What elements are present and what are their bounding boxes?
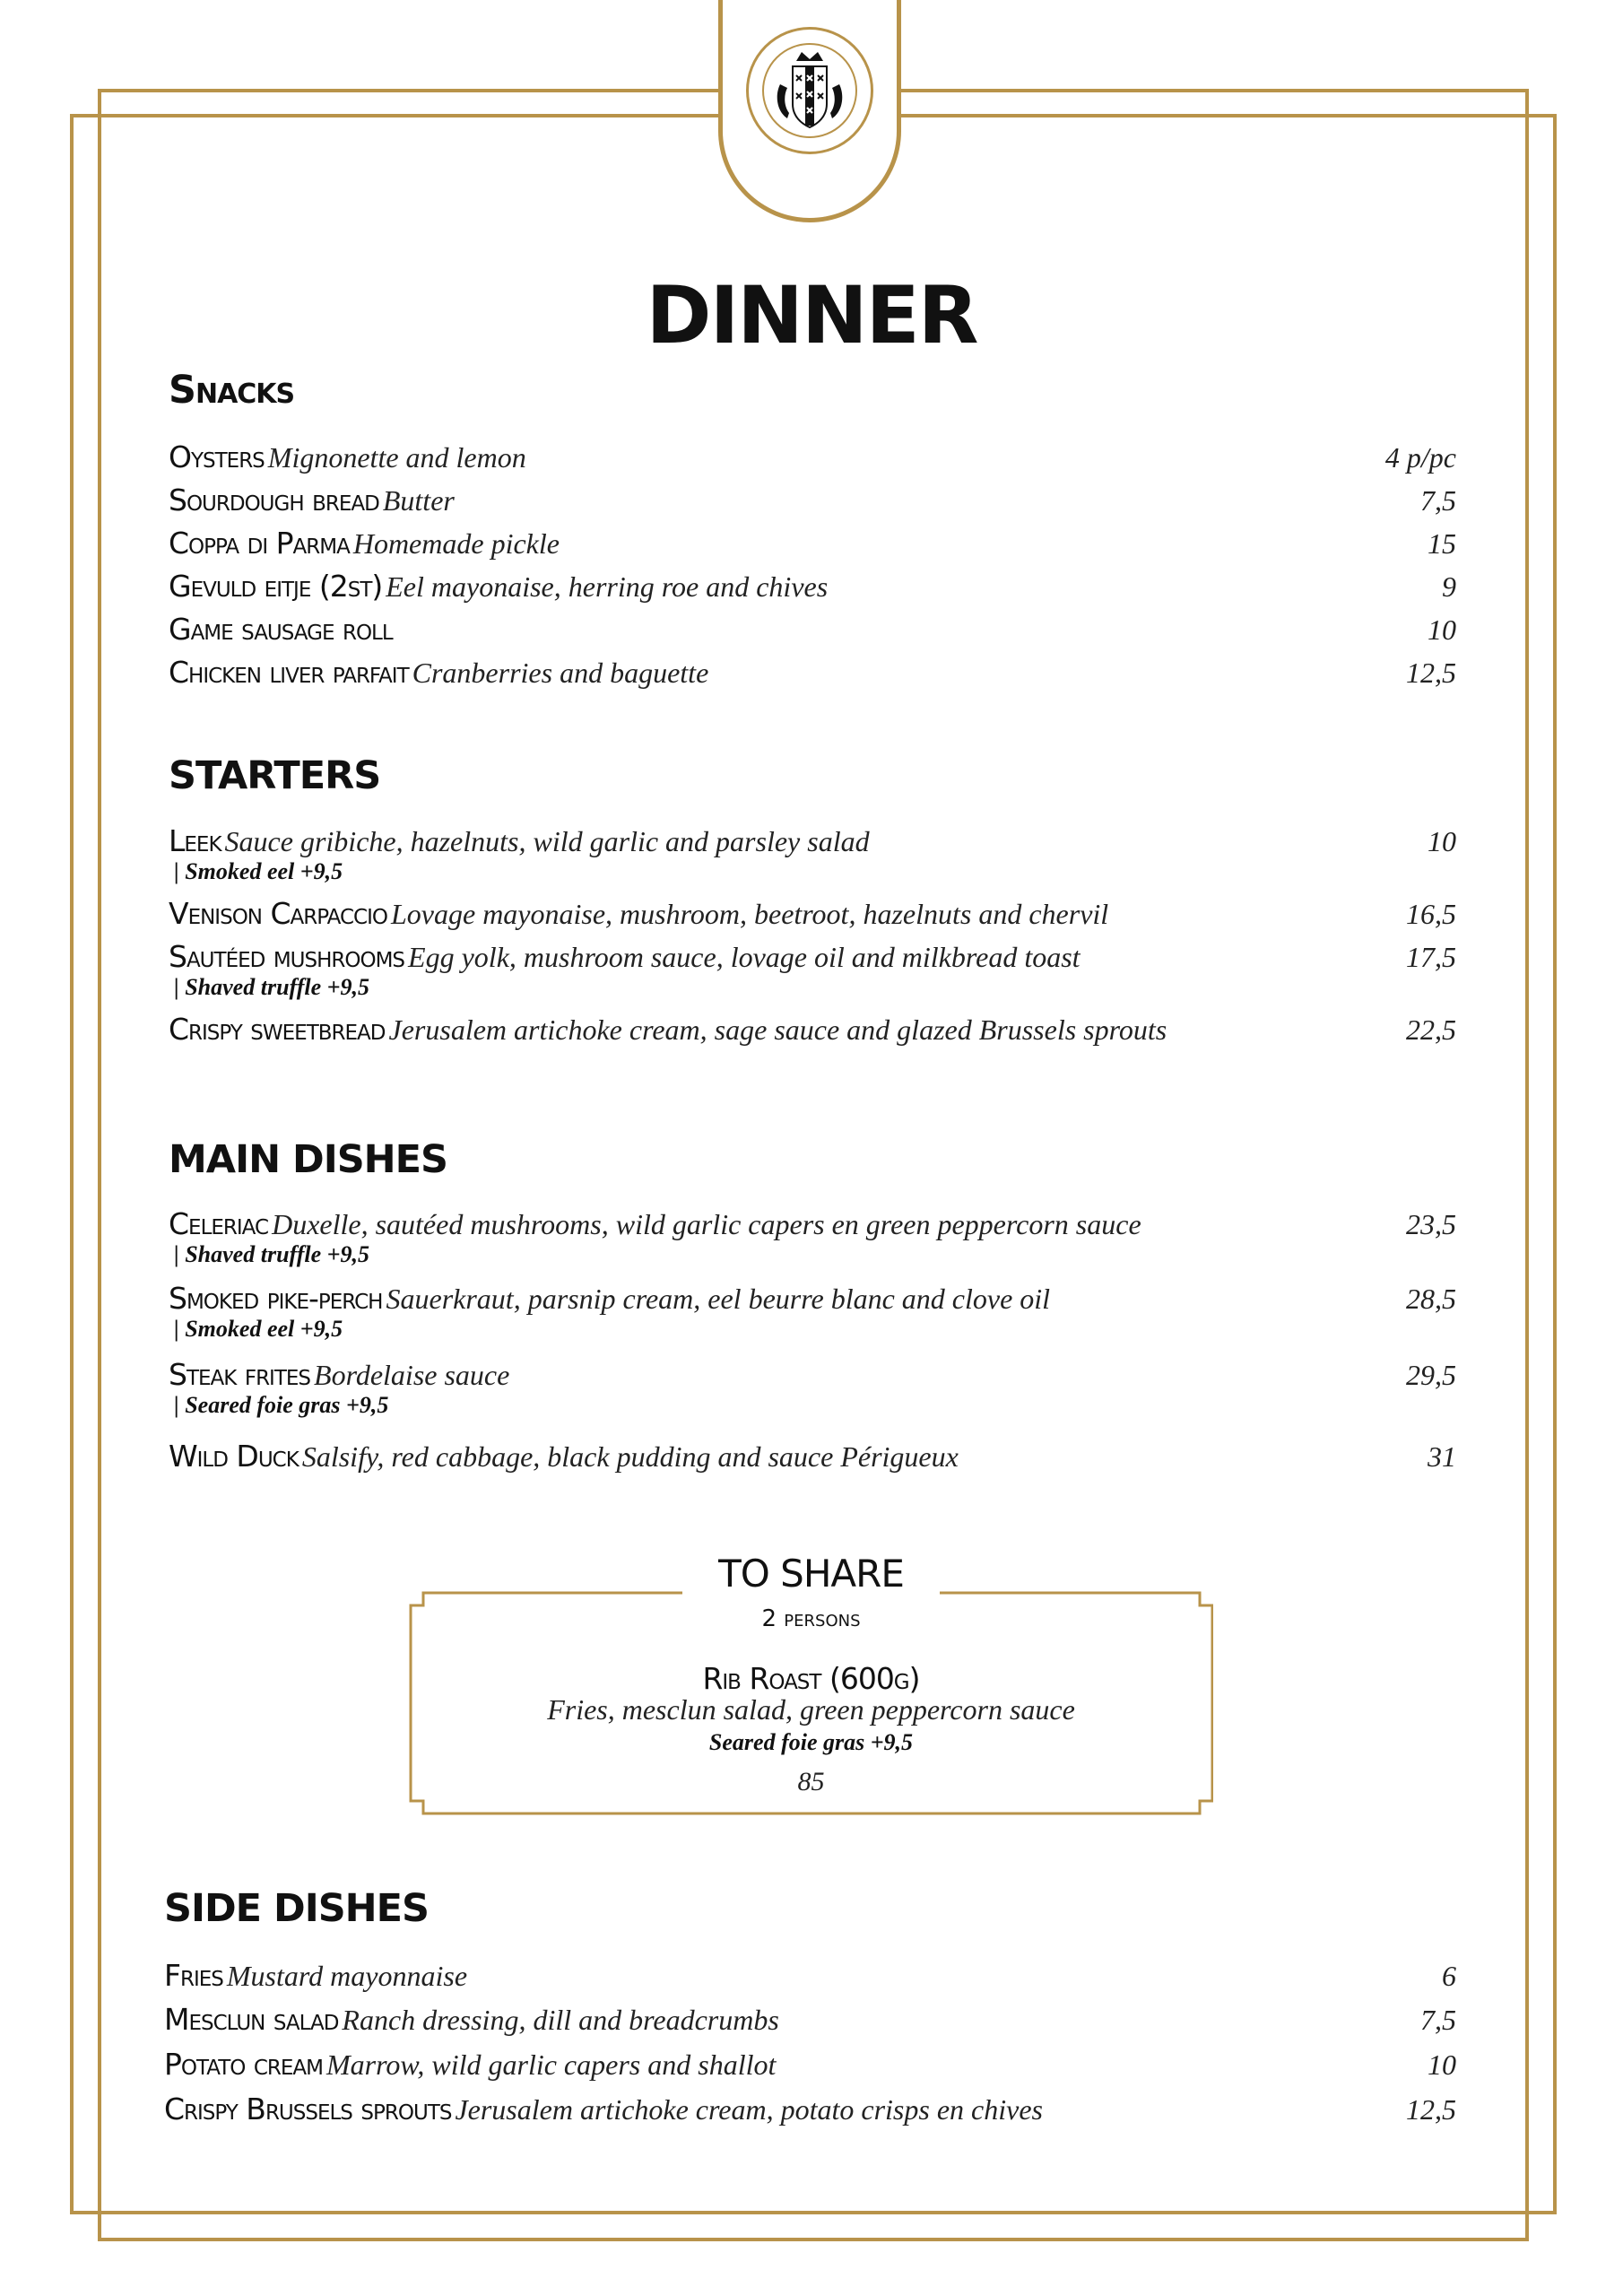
share-supplement: Seared foie gras +9,5 [708, 1729, 914, 1755]
to-share-box [409, 1552, 1213, 1828]
page-title: DINNER [646, 269, 977, 361]
item-description: Sauce gribiche, hazelnuts, wild garlic and parsley salad [224, 825, 870, 857]
snacks-section [169, 368, 1456, 413]
item-description: Duxelle, sautéed mushrooms, wild garlic capers en green peppercorn sauce [272, 1208, 1141, 1240]
item-name: Potato cream [164, 2047, 324, 2082]
emblem-tab [718, 0, 901, 222]
item-description: Homemade pickle [352, 527, 560, 560]
snacks-list [169, 439, 1456, 698]
item-name: Oysters [169, 439, 265, 474]
item-price: 17,5 [1406, 941, 1456, 973]
item-description: Salsify, red cabbage, black pudding and sauce Périgueux [301, 1440, 959, 1473]
starters-heading: STARTERS [169, 753, 381, 798]
menu-item [164, 2002, 1456, 2047]
snacks-heading: Snacks [169, 368, 295, 413]
item-name: Crispy Brussels sprouts [164, 2092, 452, 2126]
share-heading: TO SHARE [682, 1552, 940, 1596]
item-price: 16,5 [1406, 898, 1456, 930]
item-price: 4 p/pc [1384, 441, 1456, 474]
item-description: Mignonette and lemon [267, 441, 526, 474]
item-price: 9 [1442, 570, 1456, 603]
item-name: Mesclun salad [164, 2002, 339, 2037]
item-supplement: | Shaved truffle +9,5 [174, 974, 369, 1000]
menu-item [164, 2047, 1456, 2092]
item-supplement: | Smoked eel +9,5 [174, 1316, 343, 1342]
item-name: Crispy sweetbread [169, 1012, 386, 1047]
item-description: Eel mayonaise, herring roe and chives [386, 570, 829, 603]
menu-item [169, 1012, 1456, 1047]
item-name: Sourdough bread [169, 483, 379, 517]
item-price: 12,5 [1406, 657, 1456, 689]
item-price: 29,5 [1406, 1359, 1456, 1391]
item-description: Butter [382, 484, 455, 517]
starters-list [169, 823, 1456, 1047]
item-name: Gevuld eitje (2st) [169, 569, 383, 604]
item-description: Egg yolk, mushroom sauce, lovage oil and milkbread toast [408, 941, 1081, 973]
mains-list [169, 1206, 1456, 1474]
item-price: 15 [1428, 527, 1456, 560]
item-name: Venison Carpaccio [169, 896, 387, 931]
menu-item [169, 569, 1456, 612]
item-name: Coppa di Parma [169, 526, 350, 561]
item-name: Chicken liver parfait [169, 655, 409, 690]
emblem-ring [746, 27, 873, 154]
item-name: Sautéed mushrooms [169, 939, 405, 974]
item-description: Jerusalem artichoke cream, potato crisps en chives [455, 2093, 1043, 2126]
item-price: 10 [1428, 613, 1456, 646]
item-name: Steak frites [169, 1357, 311, 1392]
menu-item [169, 655, 1456, 698]
item-price: 7,5 [1420, 2004, 1456, 2036]
menu-item [164, 2092, 1456, 2136]
item-price: 7,5 [1420, 484, 1456, 517]
menu-item [169, 1206, 1456, 1241]
item-name: Leek [169, 823, 221, 858]
menu-item [169, 526, 1456, 569]
menu-item [169, 896, 1456, 939]
item-price: 10 [1428, 2048, 1456, 2081]
item-price: 31 [1428, 1440, 1456, 1473]
item-supplement: | Smoked eel +9,5 [174, 858, 343, 884]
item-name: Celeriac [169, 1206, 269, 1241]
item-price: 23,5 [1406, 1208, 1456, 1240]
item-name: Game sausage roll [169, 612, 393, 647]
menu-item [169, 1439, 1456, 1474]
item-description: Lovage mayonaise, mushroom, beetroot, hazelnuts and chervil [390, 898, 1109, 930]
share-title-wrap [409, 1552, 1213, 1596]
share-price: 85 [797, 1767, 825, 1796]
item-description: Jerusalem artichoke cream, sage sauce and glazed Brussels sprouts [388, 1013, 1167, 1046]
menu-item [169, 612, 1456, 655]
item-supplement: | Seared foie gras +9,5 [174, 1392, 389, 1418]
item-description: Cranberries and baguette [412, 657, 709, 689]
item-description: Bordelaise sauce [314, 1359, 510, 1391]
item-name: Wild Duck [169, 1439, 299, 1474]
sides-section [164, 1886, 1452, 1931]
menu-item [169, 939, 1456, 974]
menu-item [164, 1958, 1456, 2002]
item-price: 12,5 [1406, 2093, 1456, 2126]
share-dish-name: Rib Roast (600g) [702, 1661, 920, 1696]
share-persons: 2 persons [761, 1605, 861, 1632]
item-description: Sauerkraut, parsnip cream, eel beurre blanc and clove oil [386, 1283, 1051, 1315]
item-description: Ranch dressing, dill and breadcrumbs [342, 2004, 779, 2036]
item-name: Smoked pike-perch [169, 1281, 383, 1316]
item-name: Fries [164, 1958, 223, 1993]
menu-item [169, 1281, 1456, 1316]
menu-item [169, 439, 1456, 483]
sides-heading: SIDE DISHES [164, 1886, 429, 1931]
share-dish-description: Fries, mesclun salad, green peppercorn sauce [547, 1693, 1075, 1726]
starters-section [169, 753, 1456, 798]
item-description: Marrow, wild garlic capers and shallot [326, 2048, 777, 2081]
amsterdam-coat-of-arms-icon [760, 41, 859, 140]
item-description: Mustard mayonnaise [226, 1960, 468, 1992]
mains-section [169, 1137, 1456, 1182]
item-supplement: | Shaved truffle +9,5 [174, 1241, 369, 1267]
menu-item [169, 483, 1456, 526]
sides-list [164, 1958, 1456, 2136]
item-price: 22,5 [1406, 1013, 1456, 1046]
item-price: 6 [1442, 1960, 1456, 1992]
item-price: 28,5 [1406, 1283, 1456, 1315]
menu-item [169, 1357, 1456, 1392]
mains-heading: MAIN DISHES [169, 1137, 448, 1182]
item-price: 10 [1428, 825, 1456, 857]
menu-item [169, 823, 1456, 858]
